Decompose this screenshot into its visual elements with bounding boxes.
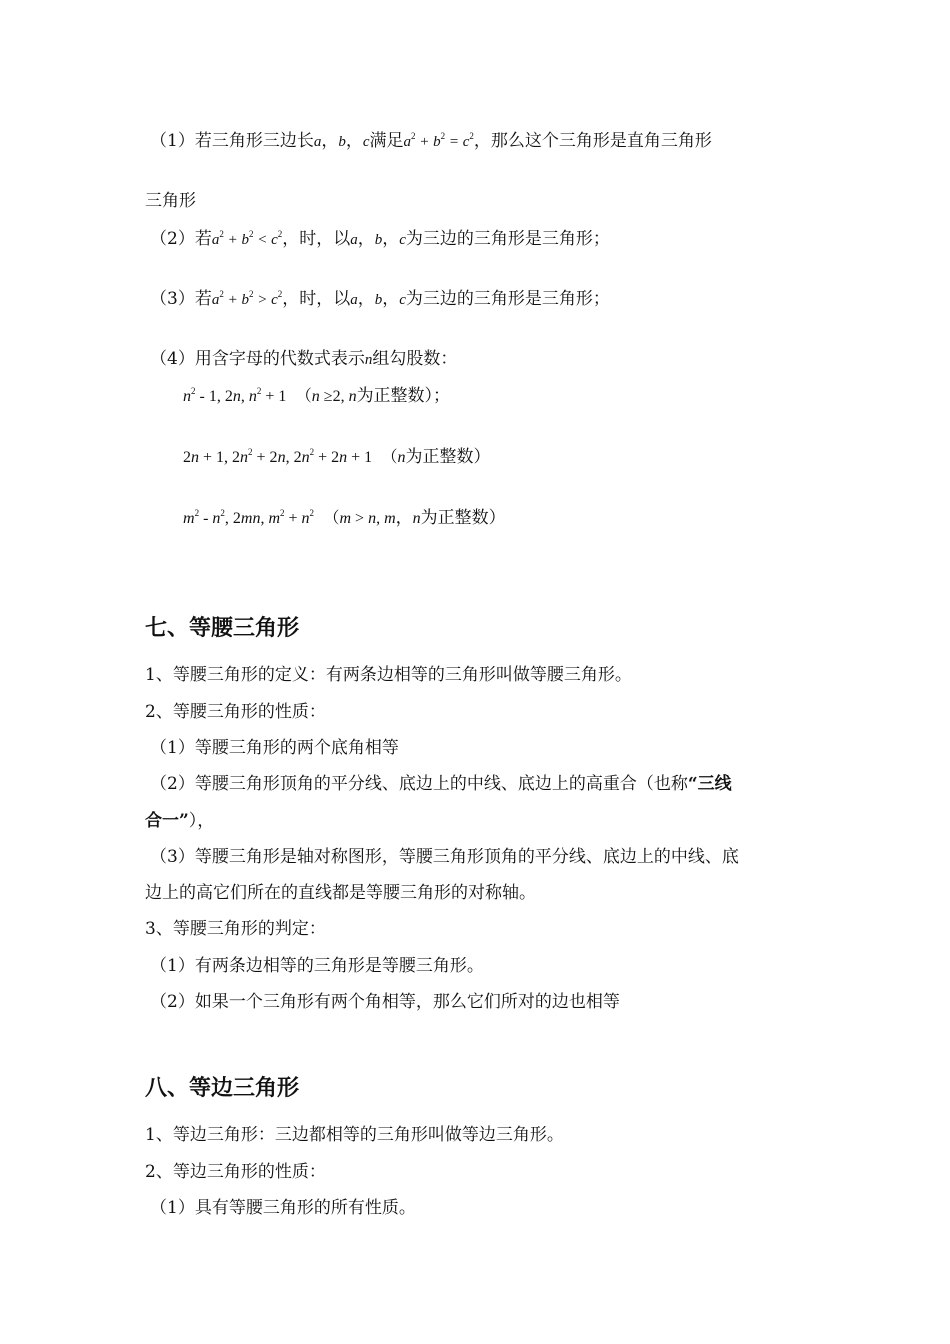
paragraph — [145, 810, 214, 832]
paragraph: 2、等腰三角形的性质： — [145, 702, 326, 722]
text: 组勾股数： — [372, 349, 458, 369]
paragraph: 3、等腰三角形的判定： — [145, 919, 326, 939]
condition-1-wrap: 三角形 — [145, 191, 196, 211]
math-greater: $a^2 + b^2 > c^2$ — [211, 289, 283, 308]
text: ，时，以 — [282, 229, 351, 249]
text: （3）若 — [150, 289, 212, 309]
text: （2）等腰三角形顶角的平分线、底边上的中线、底边上的高重合（也称 — [150, 774, 688, 794]
section-heading-7: 七、等腰三角形 — [145, 616, 300, 641]
formula-3: $m^2 - n^2$, 2mn, $m^2 + n^2$ （m > n, m，n为正整数） — [183, 508, 506, 528]
math-a: a — [313, 134, 322, 150]
paragraph: （3）等腰三角形是轴对称图形，等腰三角形顶角的平分线、底边上的中线、底 — [150, 847, 739, 867]
condition-3: （3）若$a^2 + b^2 > c^2$，时，以a，b，c为三边的三角形是三角形； — [150, 289, 610, 309]
formula-2: 2n + 1, $2n^2 + 2n$, $2n^2 + 2n + 1$ （n为正整数） — [183, 447, 491, 467]
math-less: $a^2 + b^2 < c^2$ — [211, 229, 283, 248]
text: ，时，以 — [282, 289, 351, 309]
text: 为正整数） — [420, 508, 506, 528]
paragraph: 1、等边三角形：三边都相等的三角形叫做等边三角形。 — [145, 1125, 564, 1145]
paragraph: 边上的高它们所在的直线都是等腰三角形的对称轴。 — [145, 883, 536, 903]
condition-2: （2）若$a^2 + b^2 < c^2$，时，以a，b，c为三边的三角形是三角形； — [150, 229, 610, 249]
paragraph: （1）具有等腰三角形的所有性质。 — [150, 1198, 416, 1218]
bold-text: 合一” — [145, 811, 189, 831]
text: 满足 — [369, 131, 404, 151]
paragraph — [150, 773, 732, 795]
condition-1: （1）若三角形三边长a，b，c满足$a^2 + b^2 = c^2$，那么这个三角形是直角三角形 — [150, 131, 712, 151]
paragraph: （1）等腰三角形的两个底角相等 — [150, 738, 399, 758]
text: 为三边的三角形是三角形； — [405, 289, 610, 309]
text: （2）若 — [150, 229, 212, 249]
text: ，那么这个三角形是直角三角形 — [473, 131, 712, 151]
paragraph: 2、等边三角形的性质： — [145, 1162, 326, 1182]
text: ）， — [188, 811, 215, 831]
bold-text: “三线 — [687, 774, 732, 794]
text: （4）用含字母的代数式表示 — [150, 349, 365, 369]
text: 为正整数）； — [356, 386, 451, 406]
text: 为三边的三角形是三角形； — [405, 229, 610, 249]
paragraph: （2）如果一个三角形有两个角相等，那么它们所对的边也相等 — [150, 992, 620, 1012]
math-pythagoras: $a^2 + b^2 = c^2$ — [403, 131, 474, 150]
formula-1: $n^2 - 1$, 2n, $n^2 + 1$ （n ≥2, n为正整数）； — [183, 386, 451, 406]
paragraph: （1）有两条边相等的三角形是等腰三角形。 — [150, 956, 484, 976]
text: （1）若三角形三边长 — [150, 131, 314, 151]
condition-4: （4）用含字母的代数式表示n组勾股数： — [150, 349, 458, 369]
text: 为正整数） — [405, 447, 491, 467]
section-heading-8: 八、等边三角形 — [145, 1076, 300, 1101]
paragraph: 1、等腰三角形的定义：有两条边相等的三角形叫做等腰三角形。 — [145, 665, 632, 685]
